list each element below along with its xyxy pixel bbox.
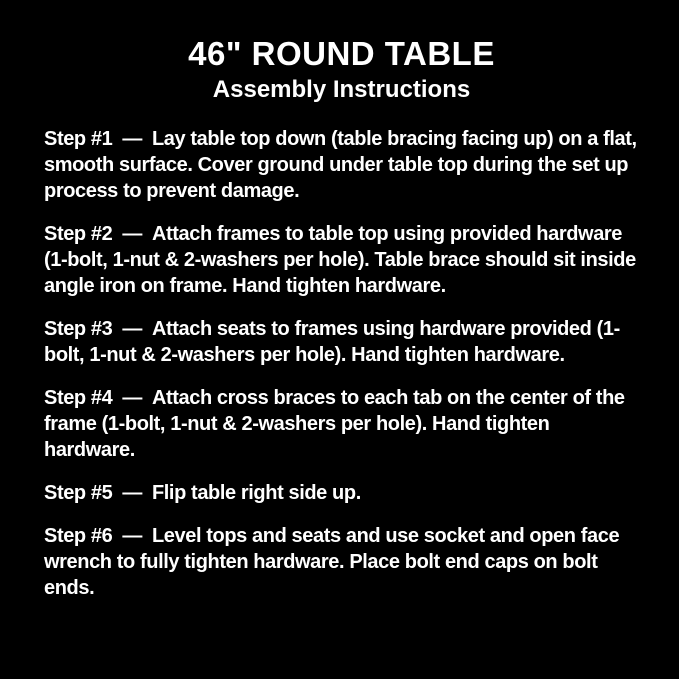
step-3-text: Attach seats to frames using hardware provided (1-bolt, 1-nut & 2-washers per hole). Hand tighten hardware.: [44, 317, 620, 366]
step-5-label: Step #5: [44, 481, 113, 504]
step-6-label: Step #6: [44, 524, 113, 547]
page-subtitle: Assembly Instructions: [212, 76, 471, 104]
step-2-label: Step #2: [44, 222, 113, 245]
step-1-label: Step #1: [44, 127, 113, 150]
step-4-text: Attach cross braces to each tab on the center of the frame (1-bolt, 1-nut & 2-washers per hole). Hand tighten hardware.: [44, 386, 625, 461]
step-1-text: Lay table top down (table bracing facing up) on a flat, smooth surface. Cover ground under table top during the set up process to prevent damage.: [44, 127, 637, 202]
step-2-paragraph: [44, 221, 639, 299]
step-6-paragraph: [44, 523, 639, 601]
step-2-text: Attach frames to table top using provided hardware (1-bolt, 1-nut & 2-washers per hole). Table brace should sit inside angle iron on frame. Hand tighten hardware.: [44, 222, 636, 297]
step-4-paragraph: [44, 385, 639, 463]
step-3-dash: —: [122, 317, 142, 340]
step-5-paragraph: [44, 480, 639, 506]
step-5-text: Flip table right side up.: [151, 481, 361, 504]
step-1-paragraph: [44, 126, 639, 204]
step-3-paragraph: [44, 316, 639, 368]
steps-list: [44, 126, 639, 601]
page-title: 46" ROUND TABLE: [188, 35, 495, 72]
step-6-text: Level tops and seats and use socket and open face wrench to fully tighten hardware. Place bolt end caps on bolt ends.: [44, 524, 620, 599]
step-1-dash: —: [122, 127, 142, 150]
step-4-dash: —: [122, 386, 142, 409]
step-6-dash: —: [122, 524, 142, 547]
step-3-label: Step #3: [44, 317, 113, 340]
step-2-dash: —: [122, 222, 142, 245]
step-4-label: Step #4: [44, 386, 113, 409]
step-5-dash: —: [122, 481, 142, 504]
header: [44, 36, 639, 104]
